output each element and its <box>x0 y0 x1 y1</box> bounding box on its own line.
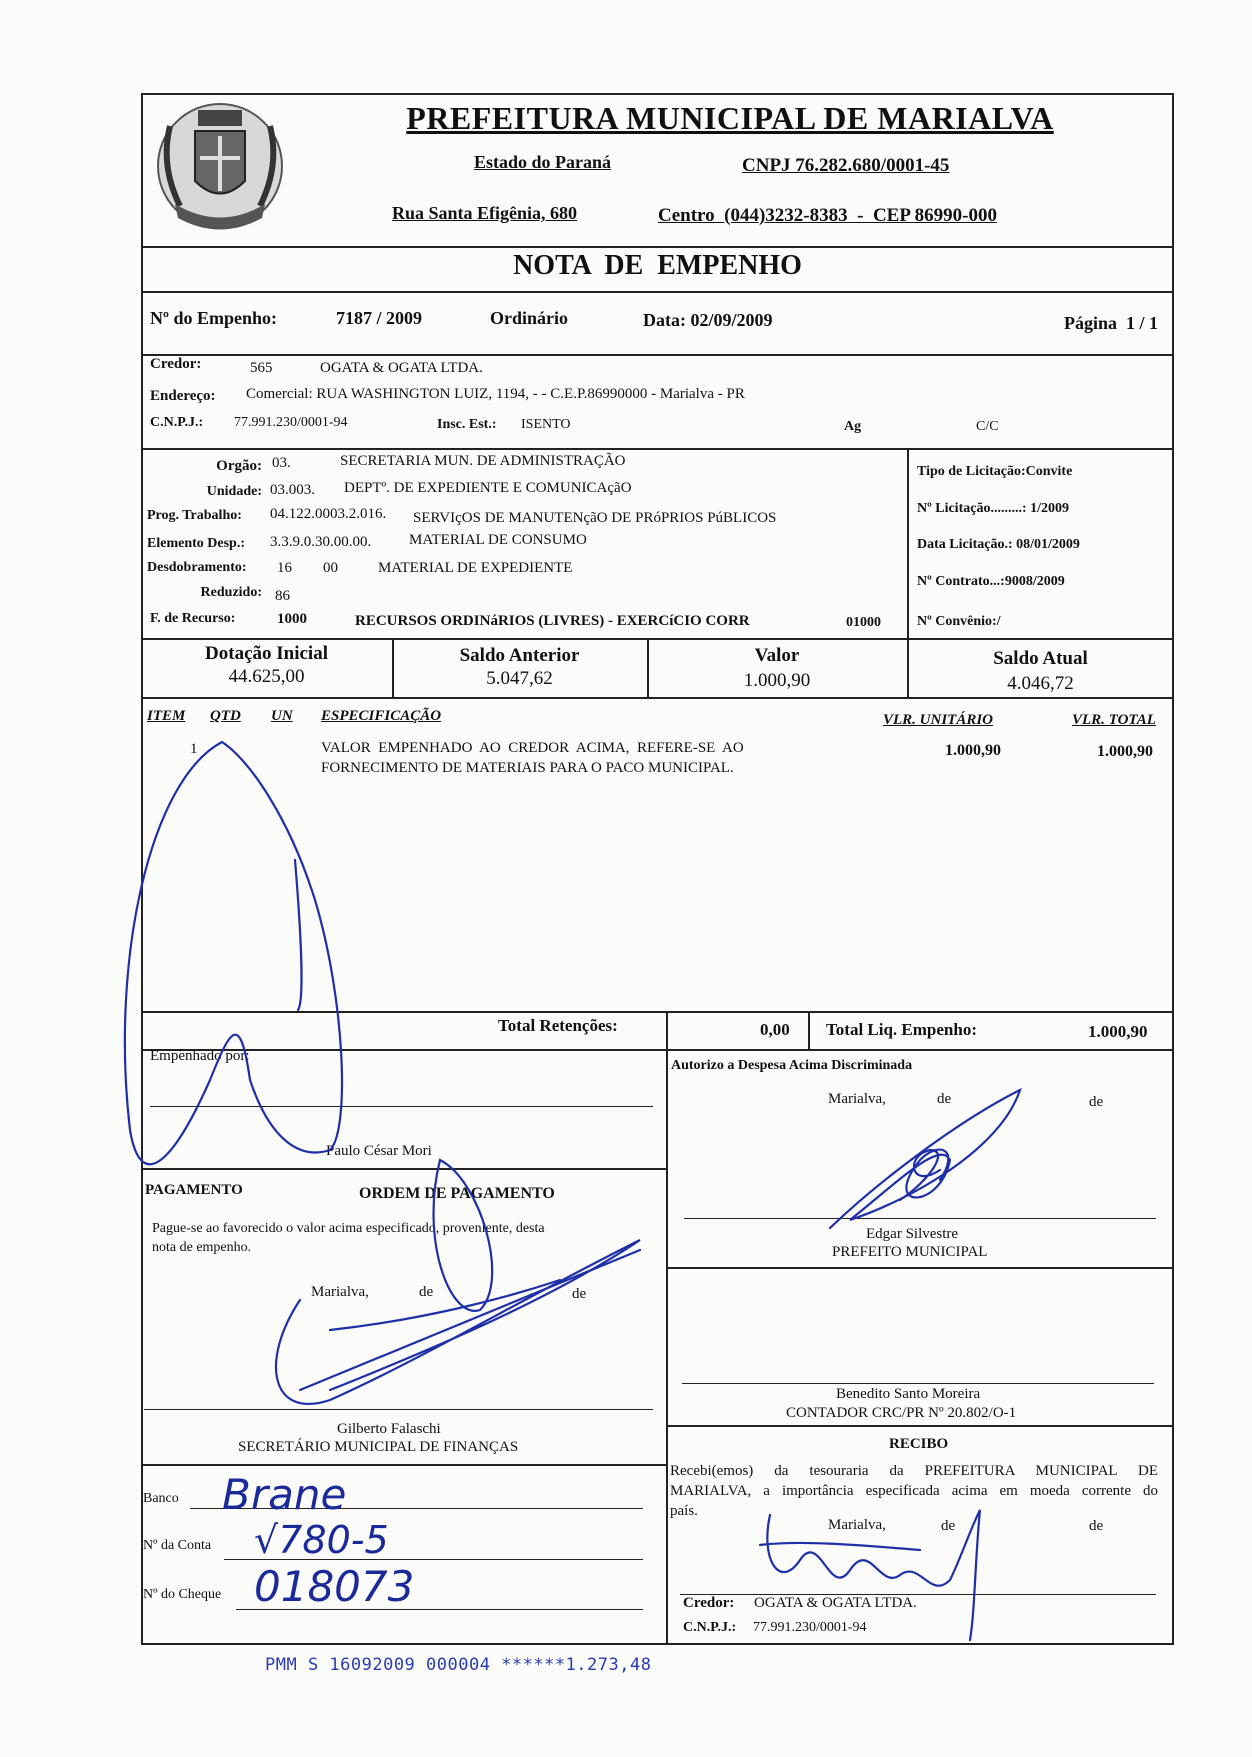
col-header-vlr-unitario: VLR. UNITÁRIO <box>883 712 994 728</box>
reduzido-label: Reduzido: <box>200 585 262 600</box>
col-header-item: ITEM <box>147 708 186 724</box>
unidade-label: Unidade: <box>206 484 262 499</box>
prefeito-title: PREFEITO MUNICIPAL <box>832 1244 988 1260</box>
secretario-title: SECRETÁRIO MUNICIPAL DE FINANÇAS <box>238 1439 519 1455</box>
total-liquido-value: 1.000,90 <box>1088 1022 1148 1041</box>
recibo-title: RECIBO <box>889 1436 949 1452</box>
recibo-de-1: de <box>941 1518 956 1534</box>
pagamento-de-2: de <box>572 1286 587 1302</box>
banco-handwritten: Brane <box>222 1470 347 1519</box>
credor-cnpj: 77.991.230/0001-94 <box>234 415 348 430</box>
col-header-qtd: QTD <box>210 708 241 724</box>
contador-name: Benedito Santo Moreira <box>836 1386 981 1402</box>
desdobramento-name: MATERIAL DE EXPEDIENTE <box>378 560 573 576</box>
fonte-recurso-number: 01000 <box>846 615 881 630</box>
insc-est-value: ISENTO <box>521 417 571 432</box>
fonte-recurso-code: 1000 <box>277 611 307 627</box>
empenho-number: 7187 / 2009 <box>336 308 423 328</box>
item-spec-line-2: FORNECIMENTO DE MATERIAIS PARA O PACO MUNICIPAL. <box>321 760 734 776</box>
recibo-text-line-2: MARIALVA, a importância especificada acima em moeda corrente do <box>670 1483 1158 1499</box>
address-label: Endereço: <box>150 388 216 404</box>
licitacao-data: Data Licitação.: 08/01/2009 <box>917 537 1080 552</box>
autorizo-de-2: de <box>1089 1094 1104 1110</box>
desdobramento-a: 16 <box>277 560 292 576</box>
pagamento-de-1: de <box>419 1284 434 1300</box>
contrato-numero: Nº Contrato...:9008/2009 <box>917 574 1065 589</box>
credor-label: Credor: <box>150 356 202 372</box>
page-number: Página 1 / 1 <box>1063 313 1158 333</box>
header-street: Rua Santa Efigênia, 680 <box>392 203 578 223</box>
recibo-cnpj-label: C.N.P.J.: <box>683 1620 737 1635</box>
empenho-number-label: Nº do Empenho: <box>150 308 277 328</box>
licitacao-tipo: Tipo de Licitação:Convite <box>917 464 1073 479</box>
header-state: Estado do Paraná <box>474 152 612 172</box>
header-title: PREFEITURA MUNICIPAL DE MARIALVA <box>406 100 1054 136</box>
fonte-recurso-name: RECURSOS ORDINáRIOS (LIVRES) - EXERCíCIO CORR <box>355 613 750 629</box>
coat-of-arms-icon <box>150 96 290 236</box>
prog-trabalho-label: Prog. Trabalho: <box>147 508 242 523</box>
fonte-recurso-label: F. de Recurso: <box>150 611 236 626</box>
autorizo-text: Autorizo a Despesa Acima Discriminada <box>671 1058 913 1073</box>
credor-code: 565 <box>250 360 273 376</box>
item-number: 1 <box>190 741 198 757</box>
licitacao-numero: Nº Licitação.........: 1/2009 <box>917 501 1069 516</box>
payment-stamp: PMM S 16092009 000004 ******1.273,48 <box>265 1655 652 1675</box>
conta-handwritten: √780-5 <box>254 1518 389 1562</box>
recibo-de-2: de <box>1089 1518 1104 1534</box>
contador-title: CONTADOR CRC/PR Nº 20.802/O-1 <box>786 1405 1017 1421</box>
recibo-text-line-3: país. <box>670 1503 698 1519</box>
autorizo-city: Marialva, <box>828 1091 886 1107</box>
reduzido-value: 86 <box>275 588 290 604</box>
saldo-atual-label: Saldo Atual <box>993 648 1088 669</box>
empenhado-por-label: Empenhado por: <box>150 1048 250 1064</box>
orgao-label: Orgão: <box>216 458 262 474</box>
item-unit-value: 1.000,90 <box>945 742 1001 759</box>
col-header-vlr-total: VLR. TOTAL <box>1072 712 1156 728</box>
credor-name: OGATA & OGATA LTDA. <box>320 360 483 376</box>
desdobramento-b: 00 <box>323 560 338 576</box>
pagamento-city: Marialva, <box>311 1284 369 1300</box>
recibo-credor-label: Credor: <box>683 1595 735 1611</box>
recibo-cnpj-value: 77.991.230/0001-94 <box>753 1620 867 1635</box>
valor-value: 1.000,90 <box>743 670 811 691</box>
item-spec-line-1: VALOR EMPENHADO AO CREDOR ACIMA, REFERE-SE AO <box>321 740 744 756</box>
item-total-value: 1.000,90 <box>1097 743 1153 760</box>
saldo-atual-value: 4.046,72 <box>1007 673 1074 694</box>
insc-est-label: Insc. Est.: <box>437 417 497 432</box>
elemento-code: 3.3.9.0.30.00.00. <box>270 534 372 550</box>
convenio-numero: Nº Convênio:/ <box>917 614 1001 629</box>
header-cnpj: CNPJ 76.282.680/0001-45 <box>742 155 950 176</box>
total-retencoes-value: 0,00 <box>760 1020 790 1039</box>
conta-label: Nº da Conta <box>143 1538 212 1553</box>
desdobramento-label: Desdobramento: <box>147 560 247 575</box>
elemento-name: MATERIAL DE CONSUMO <box>409 532 587 548</box>
orgao-name: SECRETARIA MUN. DE ADMINISTRAÇÃO <box>340 453 626 469</box>
header-address: Centro (044)3232-8383 - CEP 86990-000 <box>658 205 997 226</box>
pagamento-title: PAGAMENTO <box>145 1182 243 1198</box>
total-liquido-label: Total Liq. Empenho: <box>826 1020 977 1039</box>
valor-label: Valor <box>754 645 800 666</box>
prog-trabalho-name: SERVIçOS DE MANUTENçãO DE PRóPRIOS PúBLICOS <box>413 510 777 526</box>
autorizo-de-1: de <box>937 1091 952 1107</box>
dotacao-label: Dotação Inicial <box>205 643 328 664</box>
account-label: C/C <box>976 419 999 434</box>
orgao-code: 03. <box>272 455 291 471</box>
col-header-especificacao: ESPECIFICAÇÃO <box>321 708 442 724</box>
document-title: NOTA DE EMPENHO <box>513 250 802 281</box>
recibo-city: Marialva, <box>828 1517 886 1533</box>
empenho-date: Data: 02/09/2009 <box>643 310 773 330</box>
cheque-handwritten: 018073 <box>254 1562 415 1611</box>
prog-trabalho-code: 04.122.0003.2.016. <box>270 506 387 522</box>
ordem-pagamento-title: ORDEM DE PAGAMENTO <box>359 1185 555 1202</box>
col-header-un: UN <box>271 708 293 724</box>
prefeito-name: Edgar Silvestre <box>866 1226 959 1242</box>
cheque-label: Nº do Cheque <box>143 1587 222 1602</box>
pagamento-text-line-2: nota de empenho. <box>152 1240 252 1255</box>
banco-label: Banco <box>143 1491 179 1506</box>
recibo-credor-name: OGATA & OGATA LTDA. <box>754 1595 917 1611</box>
unidade-name: DEPTº. DE EXPEDIENTE E COMUNICAçãO <box>344 480 632 496</box>
recibo-text-line-1: Recebi(emos) da tesouraria da PREFEITURA MUNICIPAL DE <box>670 1463 1158 1479</box>
saldo-anterior-label: Saldo Anterior <box>459 645 580 666</box>
pagamento-text-line-1: Pague-se ao favorecido o valor acima especificado, proveniente, desta <box>152 1221 545 1236</box>
empenho-type: Ordinário <box>490 308 569 328</box>
elemento-label: Elemento Desp.: <box>147 536 245 551</box>
secretario-name: Gilberto Falaschi <box>337 1421 441 1437</box>
agency-label: Ag <box>844 419 862 434</box>
saldo-anterior-value: 5.047,62 <box>486 668 553 689</box>
total-retencoes-label: Total Retenções: <box>498 1016 618 1035</box>
unidade-code: 03.003. <box>270 482 315 498</box>
credor-address: Comercial: RUA WASHINGTON LUIZ, 1194, - - C.E.P.86990000 - Marialva - PR <box>246 386 745 402</box>
dotacao-value: 44.625,00 <box>228 666 305 687</box>
credor-cnpj-label: C.N.P.J.: <box>150 415 204 430</box>
municipal-coat-of-arms <box>150 96 290 236</box>
empenhado-por-name: Paulo César Mori <box>326 1143 432 1159</box>
